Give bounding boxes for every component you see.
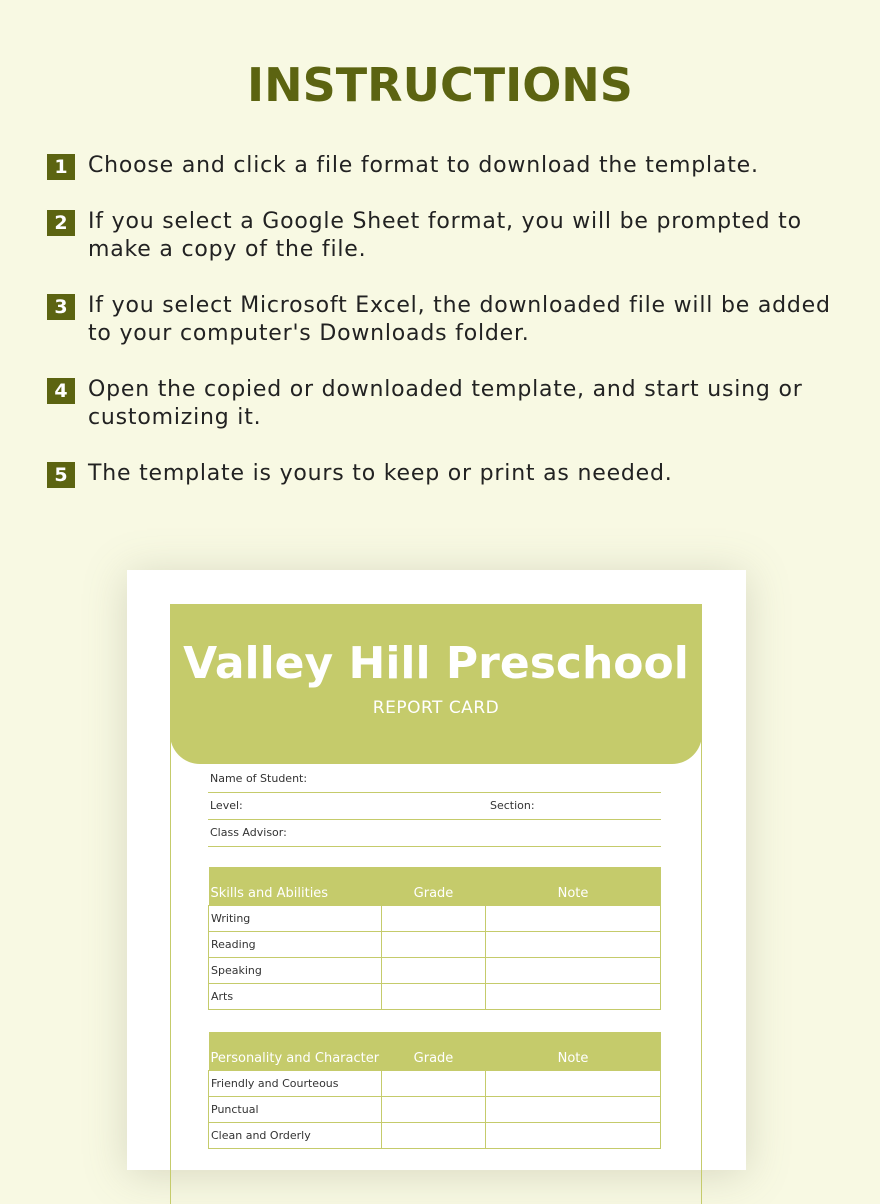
table-row xyxy=(209,932,661,958)
note-cell xyxy=(486,984,661,1010)
step-text: The template is yours to keep or print as needed. xyxy=(88,461,673,486)
grade-cell xyxy=(382,958,486,984)
step-text: Choose and click a file format to download the template. xyxy=(88,153,759,178)
grade-cell xyxy=(382,932,486,958)
section-label: Section: xyxy=(490,799,535,812)
step-number-badge: 1 xyxy=(47,154,75,180)
skills-table xyxy=(208,867,661,1010)
step-number-badge: 2 xyxy=(47,210,75,236)
student-name-label: Name of Student: xyxy=(210,772,308,785)
note-cell xyxy=(486,932,661,958)
step-5 xyxy=(47,460,847,488)
table-row xyxy=(209,1123,661,1149)
table-header-row xyxy=(209,867,661,906)
skill-name-cell: Arts xyxy=(209,984,382,1010)
personality-table xyxy=(208,1032,661,1149)
table-header-row xyxy=(209,1032,661,1071)
skill-name-cell: Writing xyxy=(209,906,382,932)
step-number-badge: 4 xyxy=(47,378,75,404)
note-cell xyxy=(486,1123,661,1149)
table-header-cell: Note xyxy=(486,867,661,906)
card-banner xyxy=(170,604,702,764)
table-header-cell: Grade xyxy=(382,1032,486,1071)
table-header-cell: Skills and Abilities xyxy=(209,867,382,906)
step-number-badge: 3 xyxy=(47,294,75,320)
table-row xyxy=(209,1097,661,1123)
skill-name-cell: Reading xyxy=(209,932,382,958)
report-card-subtitle: REPORT CARD xyxy=(372,698,500,718)
note-cell xyxy=(486,1071,661,1097)
table-row xyxy=(209,984,661,1010)
table-row xyxy=(209,958,661,984)
step-1 xyxy=(47,152,847,180)
instructions-title: INSTRUCTIONS xyxy=(247,58,633,112)
report-card-preview xyxy=(127,570,746,1170)
class-advisor-label: Class Advisor: xyxy=(210,826,287,839)
step-2 xyxy=(47,208,847,264)
step-4 xyxy=(47,376,847,432)
trait-name-cell: Punctual xyxy=(209,1097,382,1123)
skill-name-cell: Speaking xyxy=(209,958,382,984)
student-info xyxy=(208,766,661,847)
step-text: If you select a Google Sheet format, you will be prompted to make a copy of the file. xyxy=(88,209,802,262)
step-3 xyxy=(47,292,847,348)
note-cell xyxy=(486,1097,661,1123)
trait-name-cell: Friendly and Courteous xyxy=(209,1071,382,1097)
note-cell xyxy=(486,906,661,932)
step-text: If you select Microsoft Excel, the downloaded file will be added to your computer's Downloads folder. xyxy=(88,293,831,346)
grade-cell xyxy=(382,906,486,932)
student-name-row xyxy=(208,766,661,793)
table-header-cell: Grade xyxy=(382,867,486,906)
grade-cell xyxy=(382,984,486,1010)
trait-name-cell: Clean and Orderly xyxy=(209,1123,382,1149)
instruction-steps xyxy=(47,152,847,516)
step-text: Open the copied or downloaded template, and start using or customizing it. xyxy=(88,377,803,430)
level-section-row xyxy=(208,793,661,820)
table-header-cell: Note xyxy=(486,1032,661,1071)
grade-cell xyxy=(382,1097,486,1123)
table-header-cell: Personality and Character xyxy=(209,1032,382,1071)
grade-cell xyxy=(382,1123,486,1149)
school-name: Valley Hill Preschool xyxy=(183,638,689,689)
table-row xyxy=(209,1071,661,1097)
step-number-badge: 5 xyxy=(47,462,75,488)
level-label: Level: xyxy=(210,799,243,812)
table-row xyxy=(209,906,661,932)
note-cell xyxy=(486,958,661,984)
class-advisor-row xyxy=(208,820,661,847)
grade-cell xyxy=(382,1071,486,1097)
